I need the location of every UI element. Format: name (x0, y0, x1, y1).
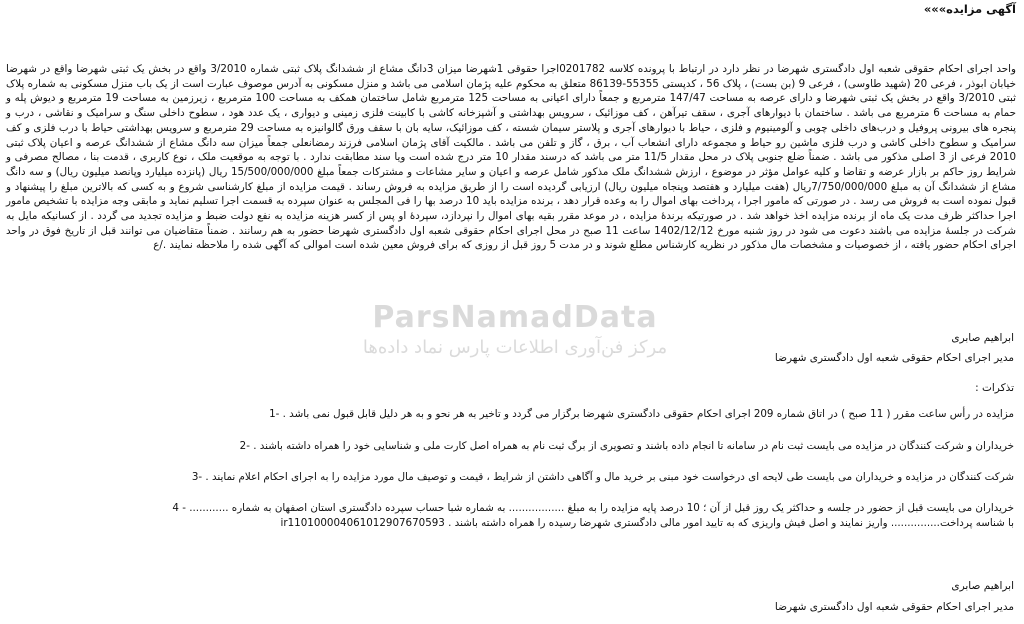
note-item-2: خریداران و شرکت کنندگان در مزایده می بایست ثبت نام در سامانه تا انجام داده باشند و تصویری از برگ ثبت نام به همراه اصل کارت ملی و شناسایی خود را همراه داشته باشند . -2 (239, 440, 1014, 452)
signer-name: ابراهیم صابری (951, 332, 1014, 344)
notes-heading: تذکرات : (975, 382, 1014, 394)
note-item-4: خریداران می بایست قبل از حضور در جلسه و حداکثر یک روز قبل از آن ؛ 10 درصد پایه مزایده را به مبلغ ................. به شماره شبا حساب سپرده دادگستری استان اصفهان به شماره ............ - 4 (172, 502, 1014, 514)
notice-title: آگهی مزایده»»» (923, 2, 1016, 16)
note-item-3: شرکت کنندگان در مزایده و خریداران می بایست طی لایحه ای درخواست خود مبنی بر خرید مال و آگاهی داشتن از شرایط ، قیمت و توصیف مال مورد مزایده را به اجرای احکام اعلام نمایند . -3 (191, 471, 1014, 483)
signer-name-2: ابراهیم صابری (951, 580, 1014, 592)
watermark (300, 300, 730, 358)
signer-position: مدیر اجرای احکام حقوقی شعبه اول دادگستری شهرضا (774, 352, 1014, 364)
note-item-4-continued: با شناسه پرداخت............... واریز نمایند و اصل فیش واریزی که به تایید امور مالی دادگستری شهرضا رسیده را همراه داشته باشند . ir110100004061012907670593 (280, 517, 1014, 529)
note-item-1: مزایده در رأس ساعت مقرر ( 11 صبح ) در اتاق شماره 209 اجرای احکام حقوقی دادگستری شهرضا برگزار می گردد و تاخیر به هر نحو و به هر دلیل قابل قبول نمی باشد . -1 (269, 408, 1014, 420)
watermark-text-latin: ParsNamadData (372, 300, 658, 335)
notice-body-paragraph: واحد اجرای احکام حقوقی شعبه اول دادگستری شهرضا در نظر دارد در ارتباط با پرونده کلاسه 0201782اجرا حقوقی 1شهرضا میزان 3دانگ مشاع از ششدانگ پلاک ثبتی شماره 3/2010 واقع در بخش یک ثبتی شهرضا واقع در شهرضا خیابان ابوذر ، فرعی 20 (شهید طاوسی) ، فرعی 9 (بن بست) ، پلاک 56 ، کدپستی 55355-86139 متعلق به محکوم علیه پژمان اسلامی می باشد و منزل مسکونی به آدرس موصوف عبارت است از یک باب منزل مسکونی به شماره پلاک ثبتی 3/2010 واقع در بخش یک ثبتی شهرضا و دارای عرصه به مساحت 147/47 مترمربع و جمعاً دارای اعیانی به مساحت 125 مترمربع شامل ساختمان همکف به مساحت 100 مترمربع ، زیرزمین به مساحت 19 مترمربع و دیوش پله و حمام به مساحت 6 مترمربع می باشد . ساختمان با دیوارهای آجری ، سقف تیرآهن ، کف موزائیک ، سرویس بهداشتی و آشپزخانه کاشی با کابینت فلزی زمینی و دیواری ، یک عدد هود ، سطوح داخلی سنگ و سرامیک و نقاشی ، درب و پنجره های بیرونی پروفیل و درب‌های داخلی چوبی و آلومینیوم و فلزی ، حیاط با دیوارهای آجری و پلاستر سیمان شسته ، کف موزائیک، سایه بان با سقف ورق گالوانیزه به مساحت 29 مترمربع و سرویس بهداشتی حیاط با درب فلزی و کف سرامیک و سطوح داخلی کاشی و درب فلزی ماشین رو حیاط و مجموعه دارای انشعاب آب ، برق ، گاز و تلفن می باشد . مالکیت آقای پژمان اسلامی فرزند رمضانعلی جمعاً میزان سه دانگ مشاع از ششدانگ عرصه و اعیان پلاک ثبتی 2010 فرعی از 3 اصلی مذکور می باشد . ضمناً ضلع جنوبی پلاک در محل مقدار 11/5 متر می باشد که درسند مقدار 10 متر درج شده است ویا سند مطابقت ندارد . با توجه به موقعیت ملک ، نوع کاربری ، قدمت بنا ، مصالح مصرفی و شرایط روز حاکم بر بازار عرضه و تقاضا و کلیه عوامل مؤثر در موضوع ، ارزش ششدانگ ملک مذکور شامل عرصه و اعیان و سایر مشاعات و مشترکات جمعاً مبلغ 15/500/000/000 ریال (پانزده میلیارد وپانصد میلیون ریال) و سه دانگ مشاع از ششدانگ آن به مبلغ 7/750/000/000ریال (هفت میلیارد و هفتصد وپنجاه میلیون ریال) ارزیابی گردیده است را از طریق مزایده به فروش رساند . قیمت مزایده از مبلغ کارشناسی شروع و به کسی که بالاترین مبلغ را پیشنهاد و قبول نموده است به فروش می رسد . در صورتی که مامور اجرا ، پرداخت بهای اموال را به وعده قرار دهد ، برنده مزایده باید 10 درصد بها را فی المجلس به عنوان سپرده به قسمت اجرا تسلیم نماید و مابقی وجه مزایده با تشخیص مامور اجرا حداکثر ظرف مدت یک ماه از برنده مزایده اخذ خواهد شد . در صورتیکه برندۀ مزایده ، در موعد مقرر بقیه بهای اموال را نپردازد، سپردۀ او پس از کسر هزینه مزایده به نفع دولت ضبط و مزایده تجدید می گردد . از کسانیکه مایل به شرکت در جلسۀ مزایده می باشند دعوت می شود در روز شنبه مورخ 1402/12/12 ساعت 11 صبح در محل اجرای احکام حقوقی شعبه اول دادگستری شهرضا حضور به هم رسانند . ضمناً متقاضیان می توانند قبل از تاریخ فوق در واحد اجرای احکام حضور یافته ، از خصوصیات و مشخصات مال مذکور در نظریه کارشناس مطلع شوند و در مدت 5 روز قبل از روزی که برای فروش معین شده است اموالی که آگهی شده را ملاحظه نمایند ./ع (6, 63, 1017, 252)
signer-position-2: مدیر اجرای احکام حقوقی شعبه اول دادگستری شهرضا (774, 601, 1014, 613)
watermark-text-persian: مرکز فن‌آوری اطلاعات پارس نماد داده‌ها (362, 337, 668, 358)
